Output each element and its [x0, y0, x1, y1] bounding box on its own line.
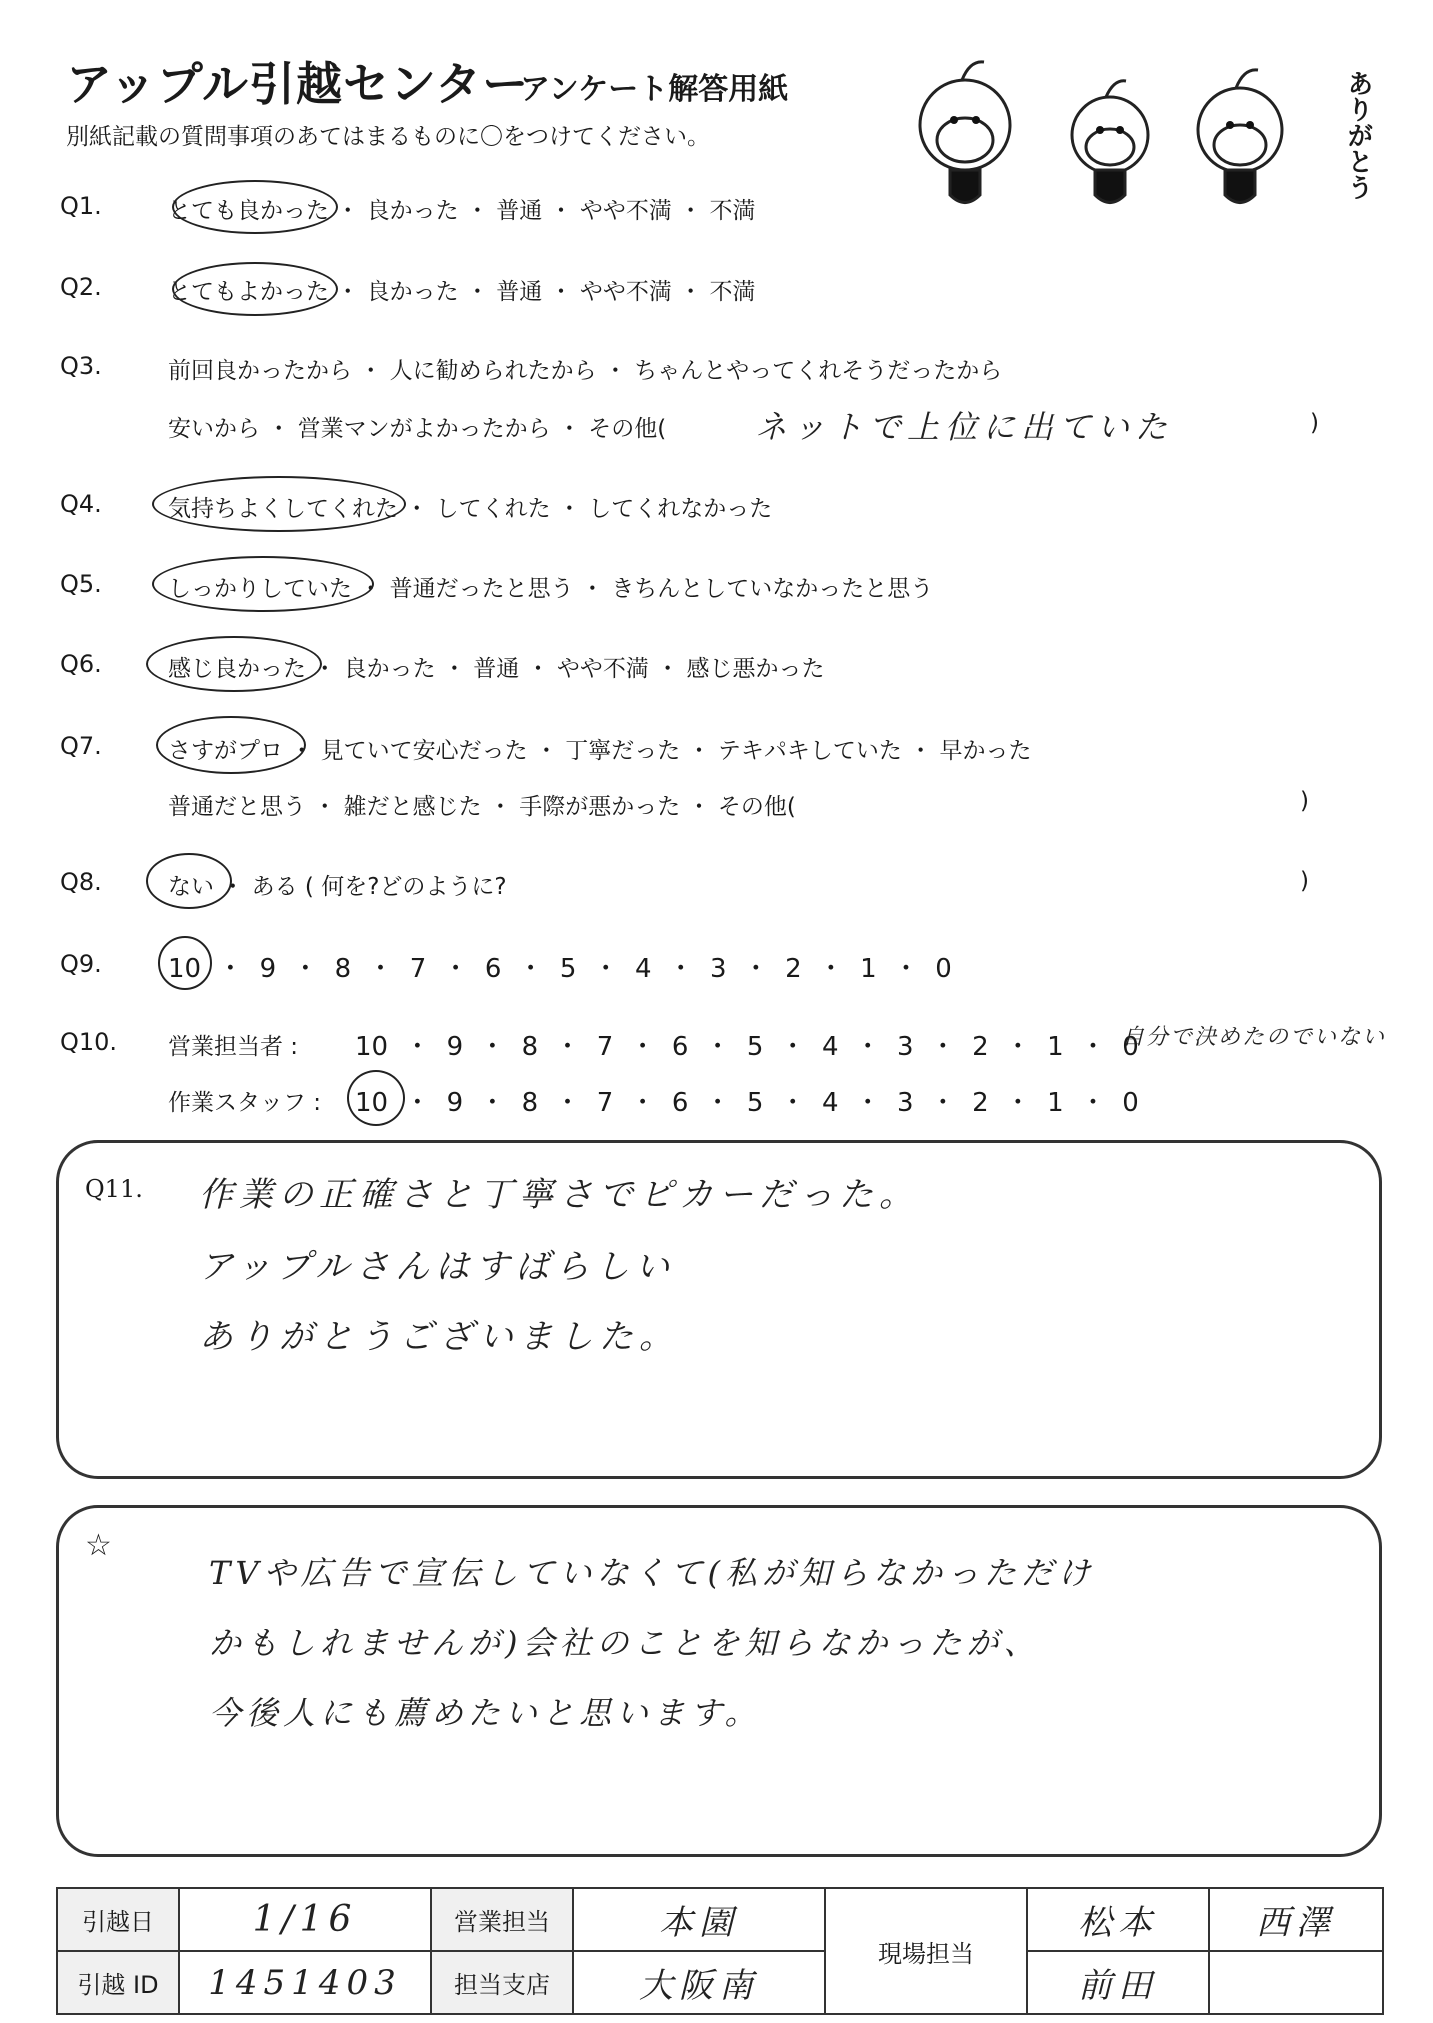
q4-options[interactable]: 気持ちよくしてくれた ・ してくれた ・ してくれなかった: [168, 496, 773, 522]
q7-options-line1[interactable]: さすがプロ ・ 見ていて安心だった ・ 丁寧だった ・ テキパキしていた ・ 早かった: [168, 738, 1032, 764]
move-date-value: 1/16: [179, 1888, 431, 1951]
q3-other-answer: ネットで上位に出ていた: [755, 408, 1174, 446]
q6-label: Q6.: [60, 650, 102, 678]
star-comment-box[interactable]: [56, 1505, 1382, 1857]
q9-label: Q9.: [60, 950, 102, 978]
q7-label: Q7.: [60, 732, 102, 760]
q10-sales-scale[interactable]: 10 ・ 9 ・ 8 ・ 7 ・ 6 ・ 5 ・ 4 ・ 3 ・ 2 ・ 1 ・ 0: [355, 1032, 1139, 1062]
move-date-label: 引越日: [57, 1888, 179, 1951]
move-info-table: [56, 1887, 1384, 2015]
q11-comment-box[interactable]: [56, 1140, 1382, 1479]
sales-rep-label: 営業担当: [431, 1888, 573, 1951]
site-staff-2: 西澤: [1209, 1888, 1383, 1951]
q11-label: Q11.: [85, 1175, 143, 1203]
q10-sales-note: 自分で決めたのでいない: [1122, 1025, 1387, 1050]
q5-options[interactable]: しっかりしていた ・ 普通だったと思う ・ きちんとしていなかったと思う: [168, 576, 934, 602]
q1-options[interactable]: とても良かった ・ 良かった ・ 普通 ・ やや不満 ・ 不満: [168, 198, 756, 224]
move-id-value: 1451403: [179, 1951, 431, 2014]
q5-label: Q5.: [60, 570, 102, 598]
q6-options[interactable]: 感じ良かった ・ 良かった ・ 普通 ・ やや不満 ・ 感じ悪かった: [168, 656, 825, 682]
q7-close-paren: ): [1300, 788, 1309, 814]
q10-staff-scale[interactable]: 10 ・ 9 ・ 8 ・ 7 ・ 6 ・ 5 ・ 4 ・ 3 ・ 2 ・ 1 ・ 0: [355, 1088, 1139, 1118]
form-subtitle: アンケート解答用紙: [520, 72, 789, 107]
branch-value: 大阪南: [573, 1951, 825, 2014]
q3-label: Q3.: [60, 352, 102, 380]
q11-comment-line-3: ありがとうございました。: [199, 1317, 679, 1357]
star-icon: ☆: [85, 1528, 112, 1563]
mascot-caption: ありがとう: [1343, 70, 1373, 200]
site-staff-3: 前田: [1027, 1951, 1209, 2014]
q8-label: Q8.: [60, 868, 102, 896]
q10-staff-label: 作業スタッフ :: [168, 1090, 322, 1116]
q8-close-paren: ): [1300, 868, 1309, 894]
q2-label: Q2.: [60, 273, 102, 301]
q7-options-line2[interactable]: 普通だと思う ・ 雑だと感じた ・ 手際が悪かった ・ その他(: [168, 794, 796, 820]
q11-comment-line-1: 作業の正確さと丁寧さでピカーだった。: [199, 1175, 919, 1215]
star-comment-line-3: 今後人にも薦めたいと思います。: [209, 1694, 762, 1732]
sales-rep-value: 本園: [573, 1888, 825, 1951]
q10-sales-label: 営業担当者 :: [168, 1034, 299, 1060]
company-title: アップル引越センター: [66, 57, 530, 111]
site-staff-1: 松本: [1027, 1888, 1209, 1951]
q2-options[interactable]: とてもよかった ・ 良かった ・ 普通 ・ やや不満 ・ 不満: [168, 279, 756, 305]
mascot-illustration: [890, 55, 1330, 225]
q10-label: Q10.: [60, 1028, 118, 1056]
q1-label: Q1.: [60, 192, 102, 220]
q9-scale[interactable]: 10 ・ 9 ・ 8 ・ 7 ・ 6 ・ 5 ・ 4 ・ 3 ・ 2 ・ 1 ・ 0: [168, 954, 952, 984]
move-id-label: 引越 ID: [57, 1951, 179, 2014]
q3-options-line1[interactable]: 前回良かったから ・ 人に勧められたから ・ ちゃんとやってくれそうだったから: [168, 358, 1003, 384]
site-staff-4: [1209, 1951, 1383, 2014]
branch-label: 担当支店: [431, 1951, 573, 2014]
q4-label: Q4.: [60, 490, 102, 518]
q11-comment-line-2: アップルさんはすばらしい: [199, 1247, 676, 1287]
star-comment-line-2: かもしれませんが)会社のことを知らなかったが、: [209, 1624, 1041, 1662]
star-comment-line-1: TVや広告で宣伝していなくて(私が知らなかっただけ: [209, 1554, 1095, 1592]
q3-close-paren: ): [1310, 410, 1319, 436]
instruction-text: 別紙記載の質問事項のあてはまるものに〇をつけてください。: [66, 124, 710, 150]
q8-options[interactable]: ない ・ ある ( 何を?どのように?: [168, 874, 507, 900]
site-staff-label: 現場担当: [825, 1888, 1027, 2014]
q3-options-line2[interactable]: 安いから ・ 営業マンがよかったから ・ その他(: [168, 416, 667, 442]
